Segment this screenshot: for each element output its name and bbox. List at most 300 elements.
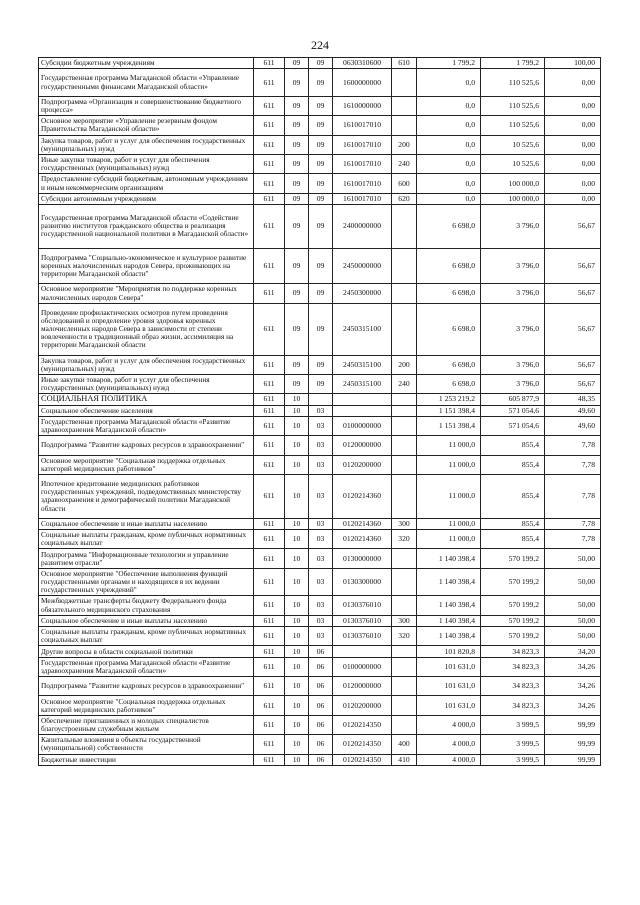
expense-type-cell	[392, 303, 417, 355]
percent-cell: 100,00	[545, 58, 601, 69]
planned-amount-cell: 4 000,0	[417, 735, 481, 754]
actual-amount-cell: 3 999,5	[481, 715, 545, 734]
subsection-code-cell: 03	[309, 568, 333, 596]
table-row	[39, 615, 601, 626]
row-name-cell: Подпрограмма "Развитие кадровых ресурсов в здравоохранении"	[39, 677, 254, 696]
row-name-cell: Социальные выплаты гражданам, кроме публичных нормативных социальных выплат	[39, 530, 254, 549]
planned-amount-cell: 1 140 398,4	[417, 568, 481, 596]
ved-code-cell: 611	[254, 518, 285, 529]
subsection-code-cell: 03	[309, 416, 333, 435]
section-code-cell: 09	[285, 116, 309, 135]
expense-type-cell	[392, 715, 417, 734]
row-name-cell: Основное мероприятие "Социальная поддержка отдельных категорий медицинских работников"	[39, 455, 254, 474]
actual-amount-cell: 3 796,0	[481, 355, 545, 374]
percent-cell: 48,35	[545, 394, 601, 405]
planned-amount-cell: 101 631,0	[417, 677, 481, 696]
section-code-cell: 09	[285, 355, 309, 374]
section-code-cell: 10	[285, 416, 309, 435]
row-name-cell: Закупка товаров, работ и услуг для обеспечения государственных (муниципальных) нужд	[39, 135, 254, 154]
section-code-cell: 09	[285, 96, 309, 115]
target-article-cell: 0120000000	[333, 436, 392, 455]
expense-type-cell	[392, 646, 417, 657]
row-name-cell: Социальное обеспечение и иные выплаты населению	[39, 518, 254, 529]
section-code-cell: 10	[285, 530, 309, 549]
expense-type-cell: 240	[392, 374, 417, 393]
planned-amount-cell: 1 140 398,4	[417, 549, 481, 568]
ved-code-cell: 611	[254, 754, 285, 765]
target-article-cell: 2450000000	[333, 248, 392, 284]
section-code-cell: 10	[285, 436, 309, 455]
row-name-cell: Социальное обеспечение населения	[39, 405, 254, 416]
planned-amount-cell: 6 698,0	[417, 374, 481, 393]
percent-cell: 0,00	[545, 116, 601, 135]
planned-amount-cell: 0,0	[417, 154, 481, 173]
row-name-cell: Подпрограмма "Социально-экономическое и культурное развитие коренных малочисленных народов Севера, проживающих на территории Магаданской области"	[39, 248, 254, 284]
subsection-code-cell: 03	[309, 615, 333, 626]
table-row	[39, 549, 601, 568]
table-row	[39, 475, 601, 519]
section-code-cell: 10	[285, 615, 309, 626]
percent-cell: 50,00	[545, 615, 601, 626]
percent-cell: 56,67	[545, 374, 601, 393]
planned-amount-cell: 6 698,0	[417, 284, 481, 303]
table-row	[39, 284, 601, 303]
target-article-cell: 1610017010	[333, 135, 392, 154]
row-name-cell: Ипотечное кредитование медицинских работников государственных учреждений, подведомственных министерству здравоохранения и демографической политики Магаданской области	[39, 475, 254, 519]
expense-type-cell: 320	[392, 627, 417, 646]
actual-amount-cell: 100 000,0	[481, 193, 545, 204]
subsection-code-cell: 06	[309, 646, 333, 657]
actual-amount-cell: 855,4	[481, 530, 545, 549]
subsection-code-cell: 06	[309, 696, 333, 715]
actual-amount-cell: 570 199,2	[481, 596, 545, 615]
ved-code-cell: 611	[254, 615, 285, 626]
section-code-cell: 09	[285, 248, 309, 284]
actual-amount-cell: 1 799,2	[481, 58, 545, 69]
actual-amount-cell: 3 999,5	[481, 735, 545, 754]
target-article-cell: 0130376010	[333, 596, 392, 615]
table-row	[39, 303, 601, 355]
ved-code-cell: 611	[254, 58, 285, 69]
planned-amount-cell: 11 000,0	[417, 518, 481, 529]
row-name-cell: СОЦИАЛЬНАЯ ПОЛИТИКА	[39, 394, 254, 405]
row-name-cell: Капитальные вложения в объекты государственной (муниципальной) собственности	[39, 735, 254, 754]
actual-amount-cell: 110 525,6	[481, 116, 545, 135]
table-row	[39, 58, 601, 69]
ved-code-cell: 611	[254, 154, 285, 173]
section-code-cell: 10	[285, 735, 309, 754]
target-article-cell: 1610017010	[333, 154, 392, 173]
percent-cell: 56,67	[545, 205, 601, 249]
section-code-cell: 09	[285, 135, 309, 154]
ved-code-cell: 611	[254, 405, 285, 416]
page-number: 224	[311, 38, 329, 52]
actual-amount-cell: 10 525,6	[481, 135, 545, 154]
percent-cell: 99,99	[545, 735, 601, 754]
target-article-cell: 0120214350	[333, 735, 392, 754]
percent-cell: 34,26	[545, 696, 601, 715]
ved-code-cell: 611	[254, 416, 285, 435]
section-code-cell: 09	[285, 154, 309, 173]
table-row	[39, 96, 601, 115]
planned-amount-cell: 1 140 398,4	[417, 615, 481, 626]
subsection-code-cell: 09	[309, 248, 333, 284]
expense-type-cell	[392, 549, 417, 568]
percent-cell: 99,99	[545, 715, 601, 734]
target-article-cell: 0120214360	[333, 475, 392, 519]
percent-cell: 0,00	[545, 154, 601, 173]
row-name-cell: Социальные выплаты гражданам, кроме публичных нормативных социальных выплат	[39, 627, 254, 646]
subsection-code-cell: 06	[309, 735, 333, 754]
ved-code-cell: 611	[254, 116, 285, 135]
actual-amount-cell: 605 877,9	[481, 394, 545, 405]
expense-type-cell	[392, 677, 417, 696]
expense-type-cell	[392, 436, 417, 455]
section-code-cell: 09	[285, 193, 309, 204]
subsection-code-cell: 03	[309, 596, 333, 615]
section-code-cell: 10	[285, 405, 309, 416]
table-row	[39, 530, 601, 549]
planned-amount-cell: 6 698,0	[417, 205, 481, 249]
ved-code-cell: 611	[254, 96, 285, 115]
planned-amount-cell: 6 698,0	[417, 355, 481, 374]
expense-type-cell: 320	[392, 530, 417, 549]
row-name-cell: Субсидии бюджетным учреждениям	[39, 58, 254, 69]
percent-cell: 56,67	[545, 303, 601, 355]
subsection-code-cell: 06	[309, 657, 333, 676]
expense-type-cell	[392, 657, 417, 676]
table-row	[39, 374, 601, 393]
table-row	[39, 627, 601, 646]
target-article-cell: 1600000000	[333, 69, 392, 97]
planned-amount-cell: 4 000,0	[417, 754, 481, 765]
actual-amount-cell: 570 199,2	[481, 549, 545, 568]
target-article-cell: 2400000000	[333, 205, 392, 249]
actual-amount-cell: 34 823,3	[481, 657, 545, 676]
section-code-cell: 10	[285, 696, 309, 715]
actual-amount-cell: 3 796,0	[481, 205, 545, 249]
percent-cell: 7,78	[545, 436, 601, 455]
planned-amount-cell: 0,0	[417, 174, 481, 193]
planned-amount-cell: 6 698,0	[417, 248, 481, 284]
table-row	[39, 394, 601, 405]
actual-amount-cell: 110 525,6	[481, 69, 545, 97]
table-row	[39, 69, 601, 97]
actual-amount-cell: 570 199,2	[481, 568, 545, 596]
target-article-cell: 2450315100	[333, 355, 392, 374]
planned-amount-cell: 1 151 398,4	[417, 405, 481, 416]
target-article-cell: 1610017010	[333, 174, 392, 193]
table-row	[39, 455, 601, 474]
row-name-cell: Подпрограмма «Организация и совершенствование бюджетного процесса»	[39, 96, 254, 115]
row-name-cell: Государственная программа Магаданской области «Управление государственными финансами Магаданской области»	[39, 69, 254, 97]
actual-amount-cell: 10 525,6	[481, 154, 545, 173]
ved-code-cell: 611	[254, 374, 285, 393]
target-article-cell	[333, 405, 392, 416]
target-article-cell: 0120214360	[333, 530, 392, 549]
target-article-cell: 0120214360	[333, 518, 392, 529]
row-name-cell: Другие вопросы в области социальной политики	[39, 646, 254, 657]
subsection-code-cell: 03	[309, 436, 333, 455]
percent-cell: 56,67	[545, 284, 601, 303]
row-name-cell: Межбюджетные трансферты бюджету Федерального фонда обязательного медицинского страхования	[39, 596, 254, 615]
expense-type-cell	[392, 248, 417, 284]
percent-cell: 7,78	[545, 475, 601, 519]
percent-cell: 34,26	[545, 677, 601, 696]
subsection-code-cell: 03	[309, 549, 333, 568]
target-article-cell: 0130300000	[333, 568, 392, 596]
actual-amount-cell: 34 823,3	[481, 677, 545, 696]
target-article-cell: 1610017010	[333, 116, 392, 135]
expense-type-cell	[392, 455, 417, 474]
ved-code-cell: 611	[254, 715, 285, 734]
table-row	[39, 696, 601, 715]
actual-amount-cell: 855,4	[481, 518, 545, 529]
table-row	[39, 677, 601, 696]
section-code-cell: 10	[285, 475, 309, 519]
expense-type-cell	[392, 696, 417, 715]
expense-type-cell: 410	[392, 754, 417, 765]
planned-amount-cell: 0,0	[417, 96, 481, 115]
percent-cell: 50,00	[545, 549, 601, 568]
row-name-cell: Государственная программа Магаданской области «Содействие развитию институтов гражданского общества и реализация государственной национальной политики в Магаданской области»	[39, 205, 254, 249]
row-name-cell: Подпрограмма "Информационные технологии и управление развитием отрасли"	[39, 549, 254, 568]
ved-code-cell: 611	[254, 355, 285, 374]
subsection-code-cell: 09	[309, 284, 333, 303]
section-code-cell: 10	[285, 518, 309, 529]
subsection-code-cell: 03	[309, 455, 333, 474]
table-row	[39, 657, 601, 676]
section-code-cell: 09	[285, 374, 309, 393]
row-name-cell: Государственная программа Магаданской области «Развитие здравоохранения Магаданской области»	[39, 416, 254, 435]
planned-amount-cell: 11 000,0	[417, 530, 481, 549]
subsection-code-cell: 03	[309, 475, 333, 519]
row-name-cell: Субсидии автономным учреждениям	[39, 193, 254, 204]
ved-code-cell: 611	[254, 205, 285, 249]
expense-type-cell: 400	[392, 735, 417, 754]
section-code-cell: 10	[285, 754, 309, 765]
actual-amount-cell: 100 000,0	[481, 174, 545, 193]
actual-amount-cell: 3 796,0	[481, 374, 545, 393]
percent-cell: 50,00	[545, 627, 601, 646]
planned-amount-cell: 0,0	[417, 135, 481, 154]
actual-amount-cell: 571 054,6	[481, 405, 545, 416]
target-article-cell: 0100000000	[333, 416, 392, 435]
actual-amount-cell: 855,4	[481, 455, 545, 474]
subsection-code-cell: 06	[309, 754, 333, 765]
planned-amount-cell: 101 820,8	[417, 646, 481, 657]
actual-amount-cell: 855,4	[481, 475, 545, 519]
section-code-cell: 10	[285, 715, 309, 734]
percent-cell: 50,00	[545, 568, 601, 596]
subsection-code-cell: 09	[309, 69, 333, 97]
section-code-cell: 09	[285, 58, 309, 69]
row-name-cell: Социальное обеспечение и иные выплаты населению	[39, 615, 254, 626]
subsection-code-cell: 03	[309, 405, 333, 416]
percent-cell: 56,67	[545, 355, 601, 374]
ved-code-cell: 611	[254, 627, 285, 646]
ved-code-cell: 611	[254, 394, 285, 405]
expense-type-cell	[392, 394, 417, 405]
target-article-cell: 1610000000	[333, 96, 392, 115]
planned-amount-cell: 0,0	[417, 69, 481, 97]
planned-amount-cell: 0,0	[417, 193, 481, 204]
table-row	[39, 754, 601, 765]
percent-cell: 49,60	[545, 405, 601, 416]
actual-amount-cell: 3 796,0	[481, 248, 545, 284]
subsection-code-cell: 09	[309, 193, 333, 204]
subsection-code-cell: 09	[309, 96, 333, 115]
section-code-cell: 10	[285, 596, 309, 615]
percent-cell: 7,78	[545, 530, 601, 549]
table-row	[39, 193, 601, 204]
expense-type-cell	[392, 69, 417, 97]
target-article-cell: 0120200000	[333, 455, 392, 474]
planned-amount-cell: 0,0	[417, 116, 481, 135]
percent-cell: 0,00	[545, 69, 601, 97]
section-code-cell: 09	[285, 205, 309, 249]
section-code-cell: 10	[285, 568, 309, 596]
section-code-cell: 10	[285, 549, 309, 568]
target-article-cell	[333, 394, 392, 405]
row-name-cell: Бюджетные инвестиции	[39, 754, 254, 765]
ved-code-cell: 611	[254, 193, 285, 204]
percent-cell: 56,67	[545, 248, 601, 284]
ved-code-cell: 611	[254, 303, 285, 355]
subsection-code-cell: 09	[309, 374, 333, 393]
expense-type-cell: 600	[392, 174, 417, 193]
subsection-code-cell: 06	[309, 715, 333, 734]
section-code-cell: 09	[285, 303, 309, 355]
ved-code-cell: 611	[254, 436, 285, 455]
actual-amount-cell: 570 199,2	[481, 615, 545, 626]
row-name-cell: Предоставление субсидий бюджетным, автономным учреждениям и иным некоммерческим организациям	[39, 174, 254, 193]
target-article-cell: 0120000000	[333, 677, 392, 696]
target-article-cell: 2450315100	[333, 303, 392, 355]
section-code-cell: 10	[285, 646, 309, 657]
row-name-cell: Основное мероприятие "Обеспечение выполнения функций государственными органами и находящихся в их ведении государственных учреждений"	[39, 568, 254, 596]
subsection-code-cell: 06	[309, 677, 333, 696]
planned-amount-cell: 1 799,2	[417, 58, 481, 69]
target-article-cell	[333, 646, 392, 657]
section-code-cell: 10	[285, 627, 309, 646]
actual-amount-cell: 34 823,3	[481, 646, 545, 657]
table-row	[39, 205, 601, 249]
row-name-cell: Закупка товаров, работ и услуг для обеспечения государственных (муниципальных) нужд	[39, 355, 254, 374]
row-name-cell: Подпрограмма "Развитие кадровых ресурсов в здравоохранении"	[39, 436, 254, 455]
percent-cell: 50,00	[545, 596, 601, 615]
ved-code-cell: 611	[254, 455, 285, 474]
section-code-cell: 09	[285, 284, 309, 303]
expense-type-cell	[392, 596, 417, 615]
percent-cell: 49,60	[545, 416, 601, 435]
expense-type-cell	[392, 284, 417, 303]
table-row	[39, 355, 601, 374]
expense-type-cell: 610	[392, 58, 417, 69]
target-article-cell: 0130376010	[333, 615, 392, 626]
ved-code-cell: 611	[254, 735, 285, 754]
subsection-code-cell: 09	[309, 135, 333, 154]
section-code-cell: 10	[285, 657, 309, 676]
table-row	[39, 116, 601, 135]
table-row	[39, 154, 601, 173]
actual-amount-cell: 34 823,3	[481, 696, 545, 715]
expense-type-cell	[392, 475, 417, 519]
table-row	[39, 405, 601, 416]
percent-cell: 7,78	[545, 455, 601, 474]
expense-type-cell: 200	[392, 355, 417, 374]
percent-cell: 99,99	[545, 754, 601, 765]
ved-code-cell: 611	[254, 135, 285, 154]
table-row	[39, 568, 601, 596]
ved-code-cell: 611	[254, 677, 285, 696]
ved-code-cell: 611	[254, 696, 285, 715]
target-article-cell: 0120200000	[333, 696, 392, 715]
ved-code-cell: 611	[254, 646, 285, 657]
planned-amount-cell: 1 151 398,4	[417, 416, 481, 435]
percent-cell: 7,78	[545, 518, 601, 529]
subsection-code-cell: 09	[309, 205, 333, 249]
ved-code-cell: 611	[254, 596, 285, 615]
row-name-cell: Иные закупки товаров, работ и услуг для обеспечения государственных (муниципальных) нужд	[39, 374, 254, 393]
actual-amount-cell: 110 525,6	[481, 96, 545, 115]
actual-amount-cell: 571 054,6	[481, 416, 545, 435]
actual-amount-cell: 3 999,5	[481, 754, 545, 765]
planned-amount-cell: 6 698,0	[417, 303, 481, 355]
target-article-cell: 1610017010	[333, 193, 392, 204]
subsection-code-cell	[309, 394, 333, 405]
row-name-cell: Основное мероприятие "Социальная поддержка отдельных категорий медицинских работников"	[39, 696, 254, 715]
subsection-code-cell: 09	[309, 355, 333, 374]
planned-amount-cell: 1 140 398,4	[417, 596, 481, 615]
table-row	[39, 174, 601, 193]
actual-amount-cell: 570 199,2	[481, 627, 545, 646]
ved-code-cell: 611	[254, 69, 285, 97]
row-name-cell: Иные закупки товаров, работ и услуг для обеспечения государственных (муниципальных) нужд	[39, 154, 254, 173]
subsection-code-cell: 03	[309, 530, 333, 549]
target-article-cell: 0130000000	[333, 549, 392, 568]
subsection-code-cell: 09	[309, 174, 333, 193]
table-row	[39, 715, 601, 734]
table-row	[39, 436, 601, 455]
expense-type-cell	[392, 96, 417, 115]
row-name-cell: Основное мероприятие «Управление резервным фондом Правительства Магаданской области»	[39, 116, 254, 135]
table-row	[39, 416, 601, 435]
percent-cell: 0,00	[545, 96, 601, 115]
ved-code-cell: 611	[254, 475, 285, 519]
expense-type-cell	[392, 116, 417, 135]
expense-type-cell: 200	[392, 135, 417, 154]
section-code-cell: 09	[285, 69, 309, 97]
subsection-code-cell: 03	[309, 627, 333, 646]
ved-code-cell: 611	[254, 549, 285, 568]
subsection-code-cell: 09	[309, 58, 333, 69]
subsection-code-cell: 09	[309, 154, 333, 173]
section-code-cell: 09	[285, 174, 309, 193]
ved-code-cell: 611	[254, 568, 285, 596]
percent-cell: 0,00	[545, 135, 601, 154]
section-code-cell: 10	[285, 455, 309, 474]
planned-amount-cell: 1 253 219,2	[417, 394, 481, 405]
target-article-cell: 2450300000	[333, 284, 392, 303]
target-article-cell: 0100000000	[333, 657, 392, 676]
row-name-cell: Проведение профилактических осмотров путем проведения обследований и определение уровня здоровья коренных малочисленных народов Севера в зависимости от степени вовлеченности в традиционный образ жизни, ассимиляция на территории Магаданской области	[39, 303, 254, 355]
planned-amount-cell: 101 631,0	[417, 657, 481, 676]
percent-cell: 0,00	[545, 193, 601, 204]
expense-type-cell	[392, 205, 417, 249]
ved-code-cell: 611	[254, 248, 285, 284]
ved-code-cell: 611	[254, 530, 285, 549]
